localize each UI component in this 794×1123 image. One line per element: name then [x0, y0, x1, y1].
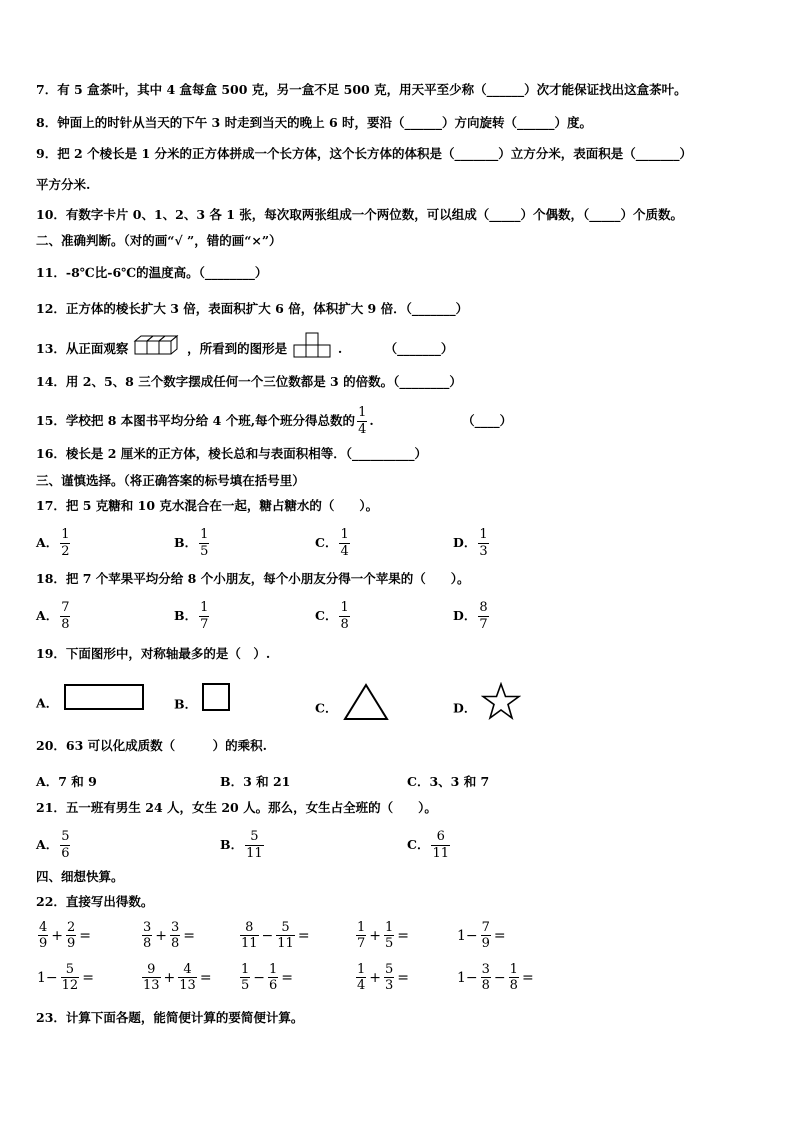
fraction: $\frac{1}{4}$: [357, 962, 366, 993]
fraction: $\frac{5}{11}$: [246, 829, 263, 861]
operator: =: [79, 927, 92, 944]
option-a: [36, 829, 72, 862]
option-label: B．: [174, 535, 198, 550]
star-icon: [481, 682, 521, 736]
expression: [354, 962, 410, 993]
operator: +: [369, 969, 382, 986]
option-d: [453, 682, 521, 736]
fraction: $\frac{1}{3}$: [479, 527, 488, 559]
option-label: C．: [315, 535, 338, 550]
option-b: [174, 527, 211, 560]
option-label: A．: [36, 695, 59, 711]
option-label: C．: [407, 837, 430, 852]
front-view-icon: [292, 332, 334, 367]
cube-stack-icon: [133, 333, 183, 366]
square-icon: [201, 682, 233, 728]
option-label: C．: [315, 700, 338, 716]
question-15-fraction: $\frac{1}{4}$: [358, 405, 367, 437]
option-label: B．: [174, 696, 198, 712]
question-23: 23．计算下面各题，能简便计算的要简便计算。: [36, 1010, 304, 1025]
fraction: $\frac{1}{8}$: [509, 962, 518, 993]
operator: =: [82, 969, 94, 986]
option-a: [36, 527, 72, 560]
question-20: 20．63 可以化成质数（ ）的乘积.: [36, 738, 267, 753]
question-10: 10．有数字卡片 0、1、2、3 各 1 张，每次取两张组成一个两位数，可以组成（_____）个偶数，（_____）个质数。: [36, 207, 684, 222]
fraction: $\frac{3}{8}$: [171, 920, 180, 951]
fraction: $\frac{1}{4}$: [340, 527, 349, 559]
fraction: $\frac{6}{11}$: [432, 829, 449, 861]
expression: [354, 920, 410, 951]
fraction: $\frac{8}{7}$: [479, 600, 488, 632]
operator: =: [397, 927, 410, 944]
operator: −: [493, 969, 506, 986]
operator: −: [261, 927, 274, 944]
section-4-heading: 四、细想快算。: [36, 869, 124, 884]
fraction: $\frac{1}{5}$: [200, 527, 209, 559]
option-c: [315, 600, 352, 633]
option-a: A．7 和 9: [36, 774, 97, 789]
option-b: [174, 682, 233, 728]
question-13: [36, 332, 453, 367]
question-15-text: 15．学校把 8 本图书平均分给 4 个班,每个班分得总数的: [36, 413, 356, 428]
option-b: [220, 829, 266, 862]
question-15-period: .: [369, 413, 374, 428]
question-17: 17．把 5 克糖和 10 克水混合在一起，糖占糖水的（ ）。: [36, 498, 379, 513]
option-d: [453, 600, 491, 633]
option-label: A．: [36, 535, 59, 550]
fraction: $\frac{7}{8}$: [61, 600, 70, 632]
option-a: [36, 682, 147, 726]
question-18: 18．把 7 个苹果平均分给 8 个小朋友，每个小朋友分得一个苹果的（ ）。: [36, 571, 470, 586]
fraction: $\frac{1}{7}$: [200, 600, 209, 632]
option-label: D．: [453, 535, 477, 550]
question-8: 8．钟面上的时针从当天的下午 3 时走到当天的晚上 6 时，要沿（______）方向旋转（______）度。: [36, 115, 593, 130]
option-b: B．3 和 21: [220, 774, 291, 789]
question-12: 12．正方体的棱长扩大 3 倍，表面积扩大 6 倍，体积扩大 9 倍．（_______）: [36, 301, 469, 316]
fraction: $\frac{1}{2}$: [61, 527, 70, 559]
operator: =: [297, 927, 310, 944]
question-19: 19．下面图形中，对称轴最多的是（ ）.: [36, 646, 271, 661]
operator: =: [199, 969, 212, 986]
operator: 1−: [37, 969, 58, 986]
fraction: $\frac{5}{6}$: [61, 829, 70, 861]
expression: [456, 962, 535, 993]
section-2-heading: 二、准确判断。（对的画“√ ”，错的画“×”）: [36, 233, 282, 248]
expression: [238, 920, 311, 951]
question-13-text-c: .: [337, 341, 343, 356]
fraction: $\frac{1}{8}$: [340, 600, 349, 632]
operator: +: [369, 927, 382, 944]
option-label: C．: [315, 608, 338, 623]
question-13-text-b: ，所看到的图形是: [187, 341, 288, 356]
operator: =: [521, 969, 534, 986]
fraction: $\frac{2}{9}$: [67, 920, 76, 951]
question-16: 16．棱长是 2 厘米的正方体，棱长总和与表面积相等．（__________）: [36, 446, 428, 461]
expression: [36, 962, 95, 993]
fraction: $\frac{9}{13}$: [143, 962, 160, 993]
operator: =: [493, 927, 506, 944]
fraction: $\frac{8}{11}$: [241, 920, 258, 951]
fraction: $\frac{1}{7}$: [357, 920, 366, 951]
operator: =: [183, 927, 196, 944]
fraction: $\frac{5}{12}$: [61, 962, 79, 993]
fraction: $\frac{1}{5}$: [241, 962, 250, 993]
operator: +: [163, 969, 176, 986]
option-label: A．: [36, 608, 59, 623]
option-label: B．: [174, 608, 198, 623]
fraction: $\frac{5}{3}$: [385, 962, 394, 993]
question-13-text-a: 13．从正面观察: [36, 341, 129, 356]
operator: =: [281, 969, 294, 986]
fraction: $\frac{1}{5}$: [385, 920, 394, 951]
expression: [36, 920, 92, 951]
expression: [140, 962, 213, 993]
fraction: $\frac{4}{9}$: [39, 920, 48, 951]
operator: −: [253, 969, 266, 986]
question-14: 14．用 2、5、8 三个数字摆成任何一个三位数都是 3 的倍数。（________）: [36, 374, 462, 389]
fraction: $\frac{3}{8}$: [481, 962, 490, 993]
option-label: D．: [453, 608, 477, 623]
option-label: A．: [36, 837, 59, 852]
fraction: $\frac{3}{8}$: [143, 920, 152, 951]
option-label: B．: [220, 837, 244, 852]
option-label: D．: [453, 700, 477, 716]
triangle-icon: [342, 682, 390, 736]
fraction: $\frac{4}{13}$: [179, 962, 196, 993]
option-c: C．3、3 和 7: [407, 774, 490, 789]
question-15-blank: （____）: [462, 413, 513, 428]
question-9-line2: 平方分米.: [36, 177, 91, 192]
rectangle-icon: [63, 682, 147, 726]
question-21: 21．五一班有男生 24 人，女生 20 人。那么，女生占全班的（ ）。: [36, 800, 437, 815]
expression: [238, 962, 294, 993]
option-c: [315, 682, 390, 736]
question-15: [36, 405, 512, 438]
question-7: 7．有 5 盒茶叶，其中 4 盒每盒 500 克，另一盒不足 500 克，用天平至少称（______）次才能保证找出这盒茶叶。: [36, 82, 687, 97]
question-13-blank: （_______）: [384, 341, 454, 356]
option-c: [407, 829, 452, 862]
fraction: $\frac{5}{11}$: [277, 920, 294, 951]
question-9-line1: 9．把 2 个棱长是 1 分米的正方体拼成一个长方体，这个长方体的体积是（_______）立方分米，表面积是（_______）: [36, 146, 693, 161]
option-a: [36, 600, 72, 633]
fraction: $\frac{1}{6}$: [269, 962, 278, 993]
option-d: [453, 527, 491, 560]
operator: +: [155, 927, 168, 944]
fraction: $\frac{7}{9}$: [481, 920, 490, 951]
operator: 1−: [457, 927, 478, 944]
expression: [140, 920, 196, 951]
question-22: 22．直接写出得数。: [36, 894, 154, 909]
operator: +: [51, 927, 64, 944]
question-11: 11．-8℃比-6℃的温度高。（________）: [36, 265, 268, 280]
expression: [456, 920, 507, 951]
operator: 1−: [457, 969, 478, 986]
section-3-heading: 三、谨慎选择。（将正确答案的标号填在括号里）: [36, 473, 305, 488]
option-c: [315, 527, 352, 560]
operator: =: [397, 969, 410, 986]
option-b: [174, 600, 211, 633]
